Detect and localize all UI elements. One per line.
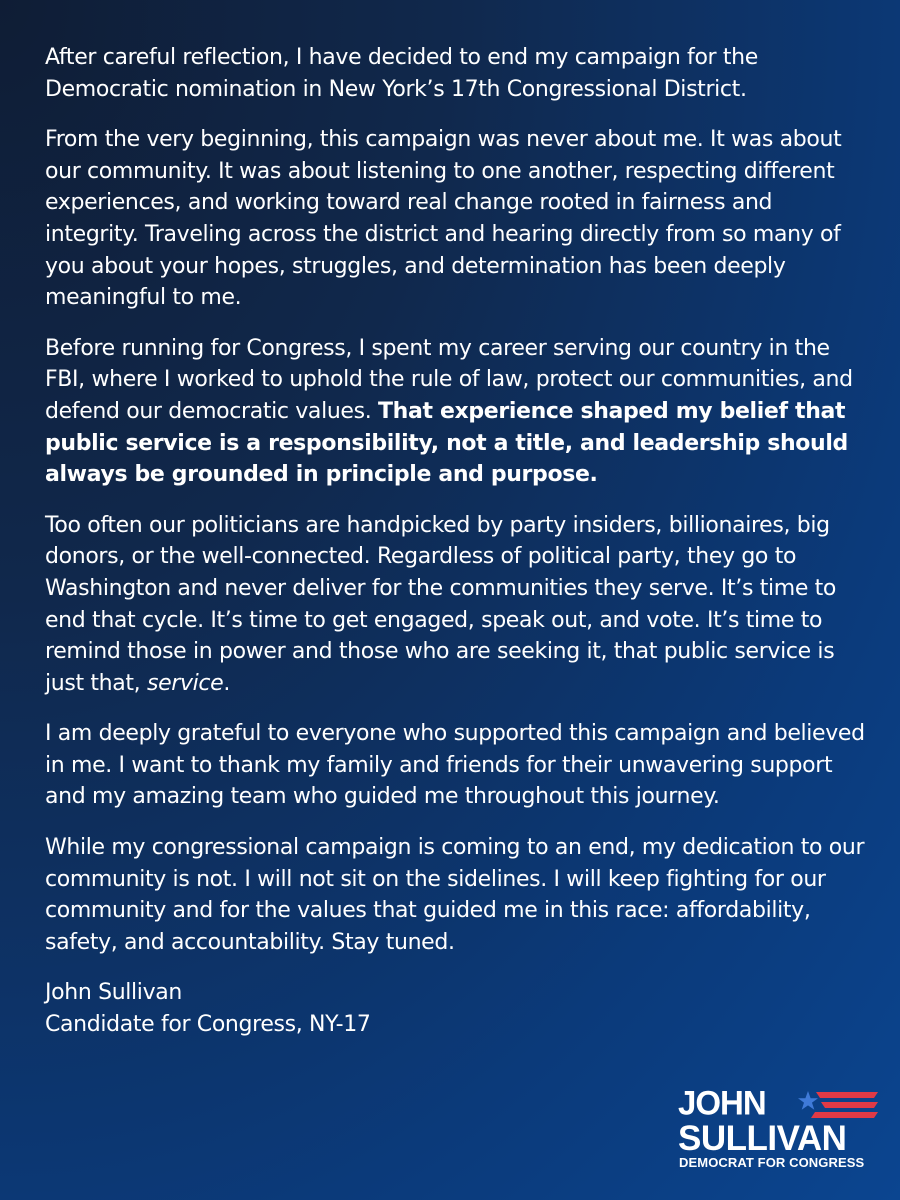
logo-first-line xyxy=(678,1083,766,1123)
background-text: Before running for Congress, I spent my career serving our country in the FBI, where I worked to uphold the rule of law, protect our communities, and defend our democratic values. xyxy=(45,335,853,424)
signature-title: Candidate for Congress, NY-17 xyxy=(45,1012,371,1038)
campaign-statement xyxy=(45,42,865,1041)
politics-text: Too often our politicians are handpicked by party insiders, billionaires, big donors, or the well-connected. Regardless of political party, they go to Washington and never deliver for the communities they serve. It’s time to end that cycle. It’s time to get engaged, speak out, and vote. It’s time to remind those in power and those who are seeking it, that public service is just that, xyxy=(45,512,837,696)
campaign-logo xyxy=(678,1083,883,1173)
paragraph-background xyxy=(45,333,865,491)
politics-period: . xyxy=(223,670,230,696)
paragraph-future: While my congressional campaign is coming to an end, my dedication to our community is not. I will not sit on the sidelines. I will keep fighting for our community and for the values that guided me in this race: affordability, safety, and accountability. Stay tuned. xyxy=(45,835,865,955)
paragraph-gratitude: I am deeply grateful to everyone who supported this campaign and believed in me. I want to thank my family and friends for their unwavering support and my amazing team who guided me throughout this journey. xyxy=(45,721,865,810)
background-emphasis: That experience shaped my belief that public service is a responsibility, not a title, and leadership should always be grounded in principle and purpose. xyxy=(45,398,848,488)
logo-last-name: SULLIVAN xyxy=(678,1119,847,1158)
logo-first-name: JOHN xyxy=(678,1083,766,1122)
star-stripes-icon xyxy=(786,1083,878,1123)
paragraph-community: From the very beginning, this campaign was never about me. It was about our community. It was about listening to one another, respecting different experiences, and working toward real change rooted in fairness and integrity. Traveling across the district and hearing directly from so many of you about your hopes, struggles, and determination has been deeply meaningful to me. xyxy=(45,127,842,311)
paragraph-politics xyxy=(45,510,865,700)
signature-block xyxy=(45,977,865,1040)
signature-name: John Sullivan xyxy=(45,980,182,1006)
paragraph-announcement: After careful reflection, I have decided to end my campaign for the Democratic nomination in New York’s 17th Congressional District. xyxy=(45,45,758,102)
politics-emphasis: service xyxy=(146,670,224,696)
logo-tagline: DEMOCRAT FOR CONGRESS xyxy=(679,1155,865,1170)
